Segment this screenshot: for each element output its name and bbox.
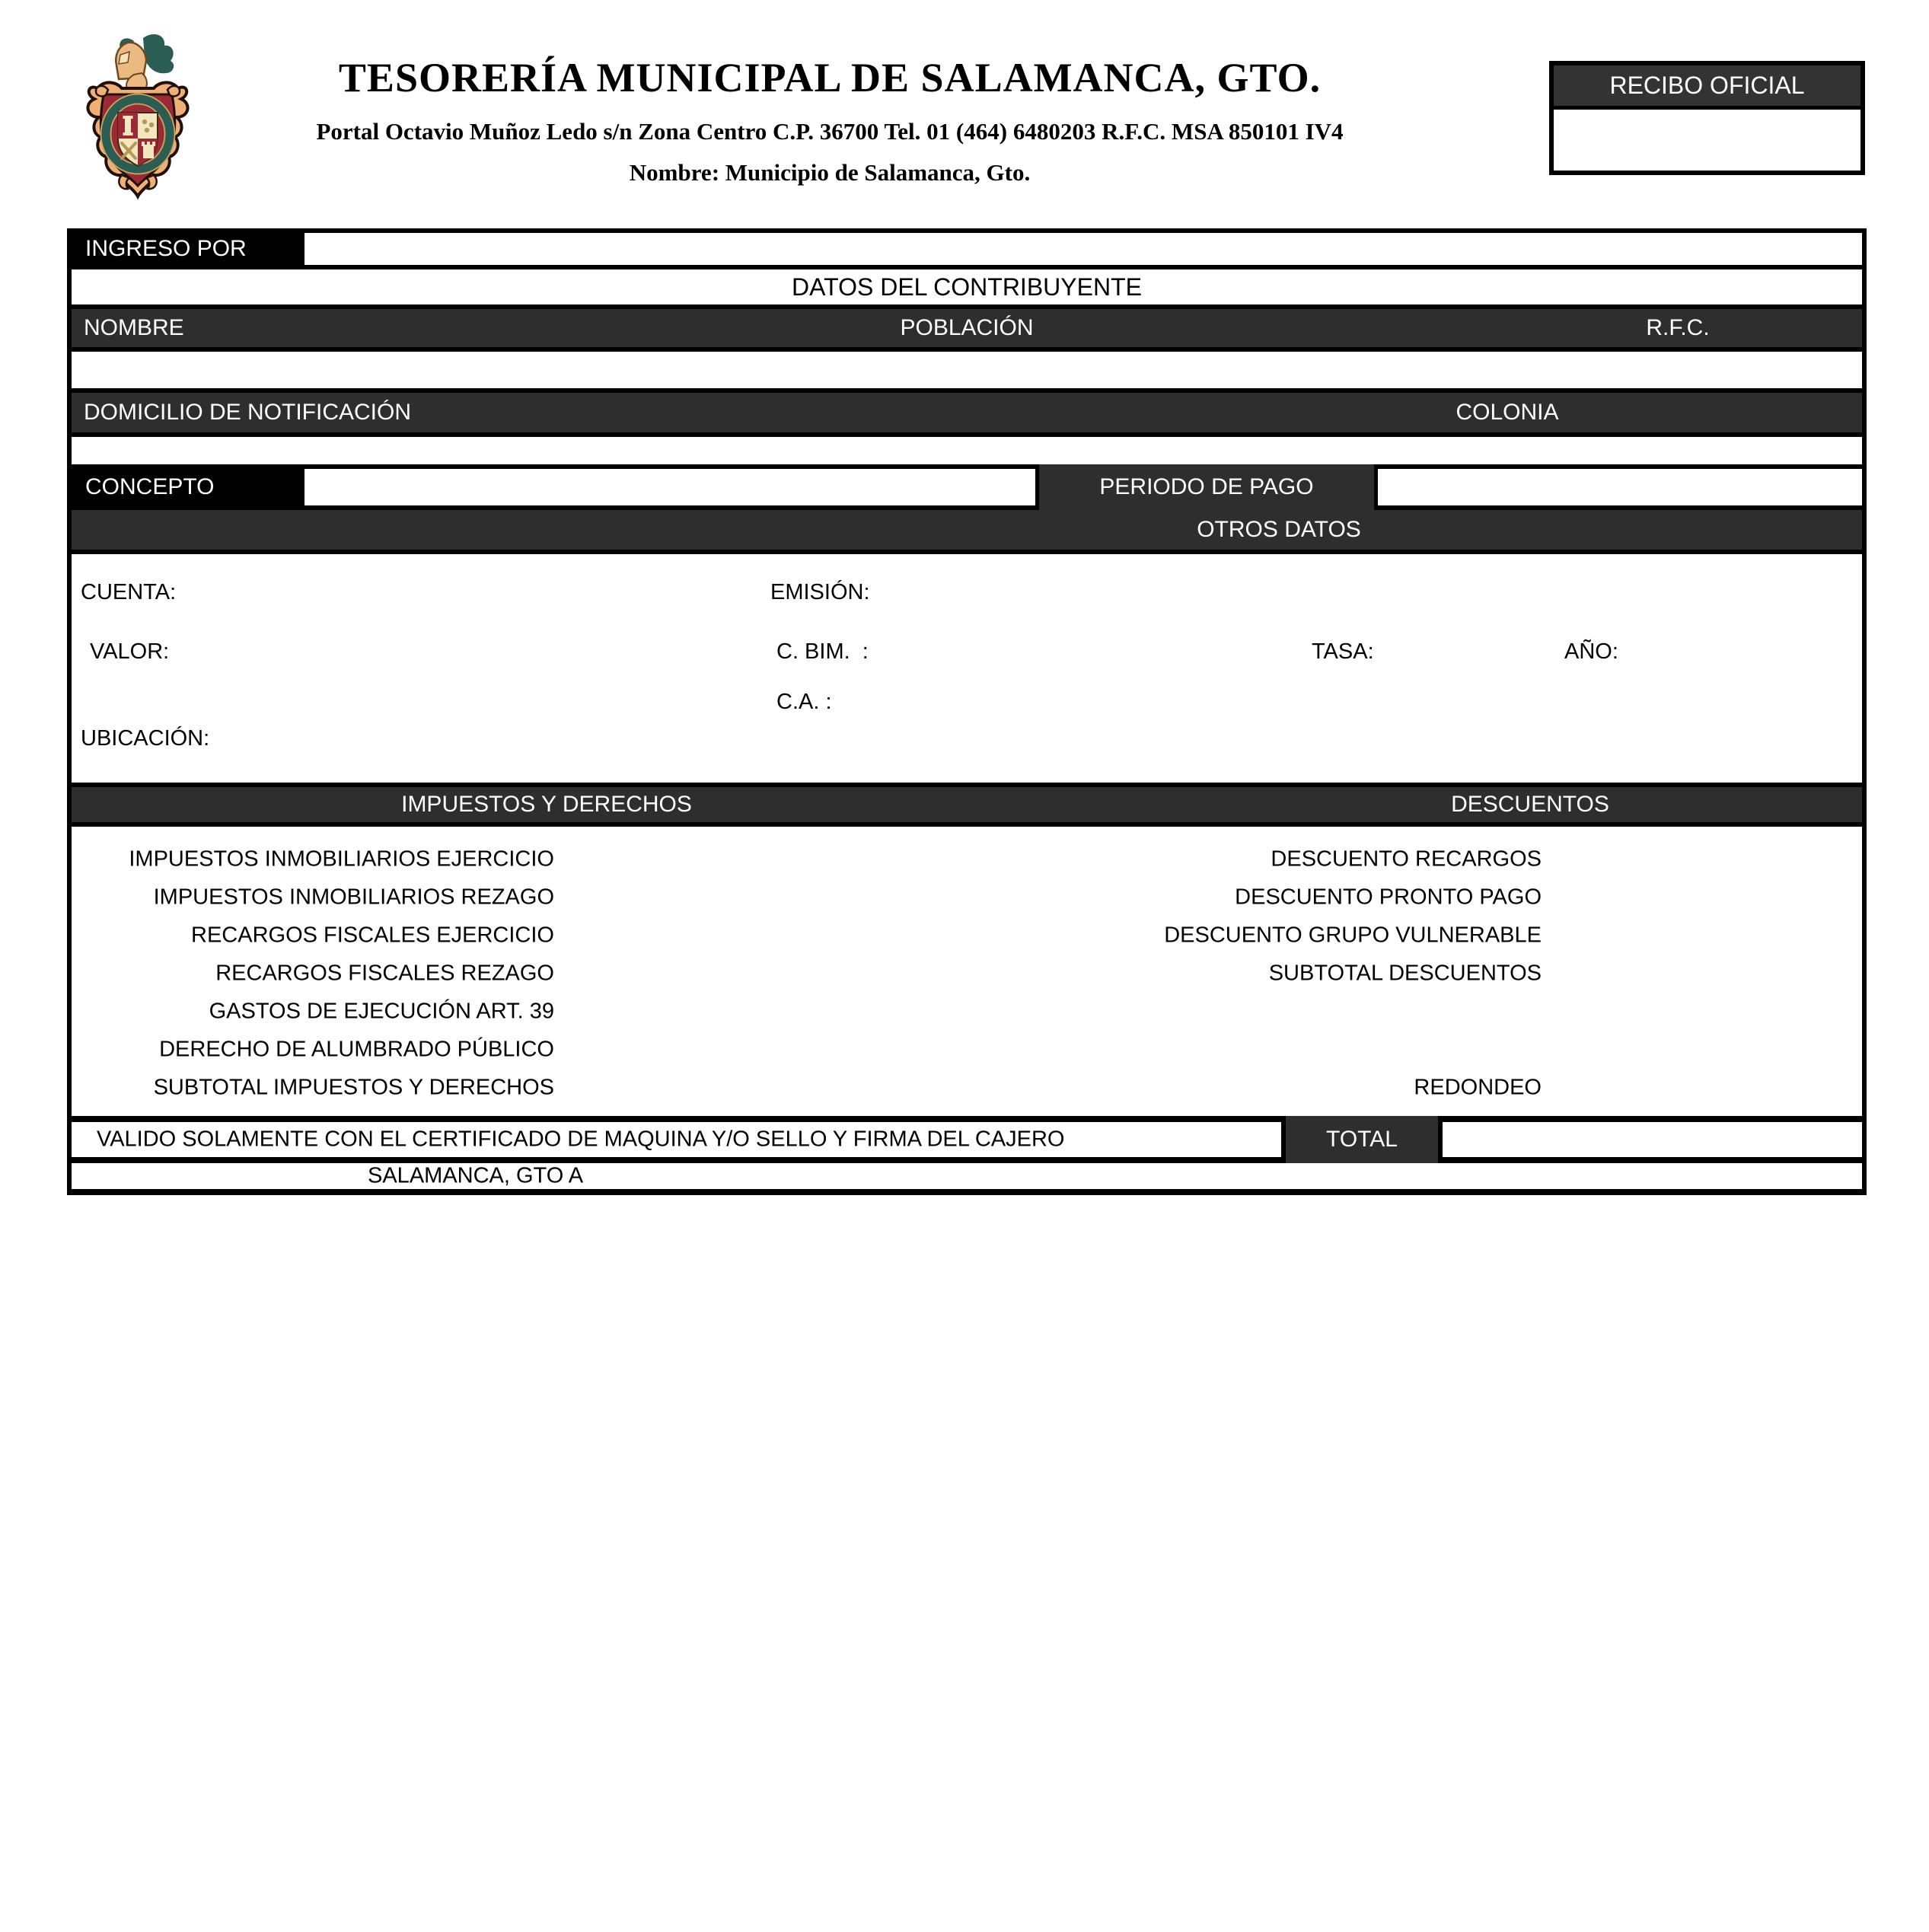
field-label-c-bim: C. BIM. : — [776, 639, 869, 664]
field-label-ca: C.A. : — [776, 690, 832, 714]
contribuyente-values-row — [72, 352, 1862, 388]
periodo-de-pago-value-area — [1378, 469, 1862, 505]
column-header-rfc: R.F.C. — [1646, 315, 1710, 340]
place-date-line: SALAMANCA, GTO A — [368, 1163, 584, 1188]
charge-row — [72, 955, 1862, 993]
field-label-emision: EMISIÓN: — [770, 580, 870, 604]
charge-label-left: DERECHO DE ALUMBRADO PÚBLICO — [159, 1037, 554, 1062]
divider — [72, 1157, 1862, 1163]
column-header-colonia: COLONIA — [1456, 400, 1559, 425]
charge-label-left: SUBTOTAL IMPUESTOS Y DERECHOS — [153, 1075, 554, 1100]
charge-label-right: DESCUENTO RECARGOS — [1271, 846, 1542, 872]
receipt-form — [67, 228, 1867, 1195]
field-label-tasa: TASA: — [1312, 639, 1374, 664]
charge-label-right: REDONDEO — [1414, 1075, 1542, 1100]
charge-row — [72, 993, 1862, 1031]
section-header-descuentos: DESCUENTOS — [1451, 792, 1609, 817]
charge-label-right: DESCUENTO PRONTO PAGO — [1235, 885, 1542, 910]
section-title-datos-contribuyente: DATOS DEL CONTRIBUYENTE — [72, 269, 1862, 304]
column-header-poblacion: POBLACIÓN — [900, 315, 1034, 340]
ingreso-por-row — [72, 233, 1862, 265]
official-receipt-box — [1549, 61, 1865, 175]
document-title: TESORERÍA MUNICIPAL DE SALAMANCA, GTO. — [338, 55, 1322, 100]
charge-row — [72, 840, 1862, 878]
charges-body — [72, 827, 1862, 1116]
concepto-row — [72, 469, 1862, 505]
footer-note: VALIDO SOLAMENTE CON EL CERTIFICADO DE MAQUINA Y/O SELLO Y FIRMA DEL CAJERO — [97, 1127, 1065, 1152]
otros-datos-body — [72, 554, 1862, 783]
charge-label-left: GASTOS DE EJECUCIÓN ART. 39 — [209, 999, 554, 1024]
divider — [72, 1116, 1862, 1122]
charge-label-left: IMPUESTOS INMOBILIARIOS REZAGO — [153, 885, 554, 910]
section-header-impuestos: IMPUESTOS Y DERECHOS — [401, 792, 692, 817]
charge-label-right: DESCUENTO GRUPO VULNERABLE — [1164, 923, 1542, 948]
field-label-cuenta: CUENTA: — [81, 580, 177, 604]
charge-label-right: SUBTOTAL DESCUENTOS — [1268, 961, 1542, 986]
field-label-anio: AÑO: — [1564, 639, 1618, 664]
total-label-box: TOTAL — [1281, 1116, 1443, 1163]
municipal-coat-of-arms-icon — [81, 29, 195, 202]
otros-datos-header-bar — [72, 510, 1862, 550]
charge-label-left: RECARGOS FISCALES REZAGO — [215, 961, 554, 986]
domicilio-values-row — [72, 437, 1862, 464]
concepto-label-box: CONCEPTO — [72, 469, 304, 505]
ingreso-por-label-box: INGRESO POR — [72, 233, 304, 265]
charge-label-left: RECARGOS FISCALES EJERCICIO — [191, 923, 554, 948]
charge-row — [72, 1031, 1862, 1069]
total-value-area — [1443, 1122, 1862, 1157]
column-header-domicilio: DOMICILIO DE NOTIFICACIÓN — [84, 400, 412, 425]
section-header-otros-datos: OTROS DATOS — [1197, 517, 1361, 542]
validity-total-row — [72, 1122, 1862, 1157]
charges-header-bar — [72, 787, 1862, 822]
domicilio-header-bar — [72, 393, 1862, 432]
column-header-nombre: NOMBRE — [84, 315, 184, 340]
contribuyente-header-bar — [72, 309, 1862, 347]
charge-row — [72, 1069, 1862, 1107]
place-date-row — [72, 1163, 1862, 1189]
charge-row — [72, 917, 1862, 955]
periodo-de-pago-label-box: PERIODO DE PAGO — [1035, 464, 1378, 510]
field-label-valor: VALOR: — [90, 639, 170, 664]
address-line: Portal Octavio Muñoz Ledo s/n Zona Centro C.P. 36700 Tel. 01 (464) 6480203 R.F.C. MSA 850101 IV4 — [316, 117, 1344, 145]
concepto-value-area — [304, 469, 1035, 505]
letterhead — [183, 56, 1477, 187]
field-label-ubicacion: UBICACIÓN: — [81, 726, 210, 751]
charge-row — [72, 878, 1862, 917]
issuer-name-line: Nombre: Municipio de Salamanca, Gto. — [629, 158, 1031, 186]
receipt-number-area — [1554, 110, 1860, 171]
receipt-box-title: RECIBO OFICIAL — [1554, 65, 1860, 110]
charge-label-left: IMPUESTOS INMOBILIARIOS EJERCICIO — [129, 846, 554, 872]
